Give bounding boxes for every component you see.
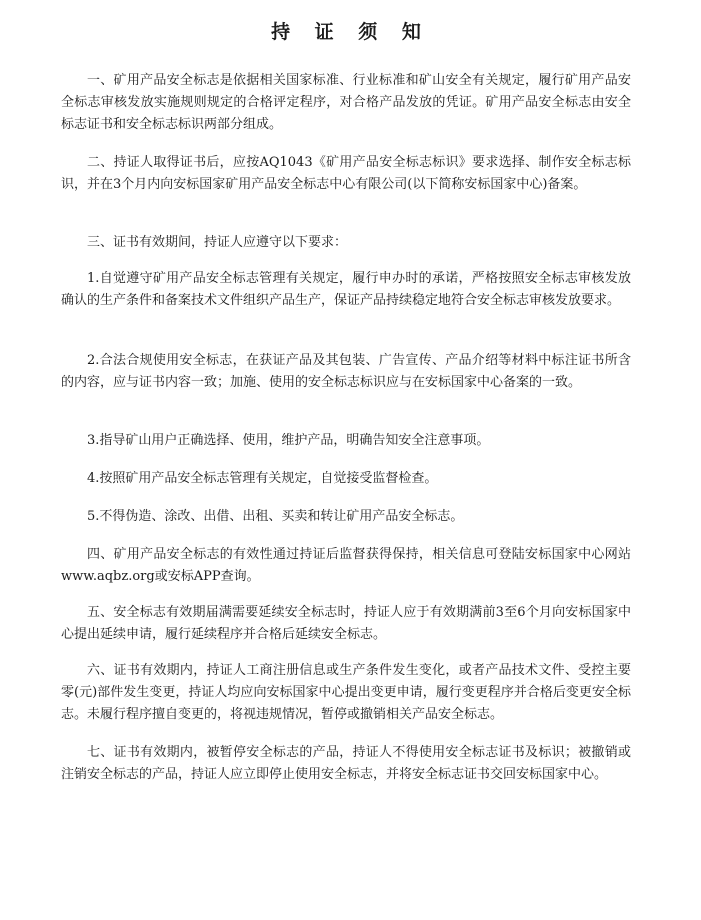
- notice-item-5: 5.不得伪造、涂改、出借、出租、买卖和转让矿用产品安全标志。: [87, 509, 464, 524]
- notice-paragraph-3: 三、证书有效期间，持证人应遵守以下要求：: [87, 235, 348, 250]
- notice-item-3: 3.指导矿山用户正确选择、使用，维护产品，明确告知安全注意事项。: [87, 433, 490, 448]
- notice-paragraph-2: 二、持证人取得证书后，应按AQ1043《矿用产品安全标志标识》要求选择、制作安全标志标识，并在3个月内向安标国家矿用产品安全标志中心有限公司(以下简称安标国家中心)备案。: [61, 155, 631, 192]
- notice-paragraph-1: 一、矿用产品安全标志是依据相关国家标准、行业标准和矿山安全有关规定，履行矿用产品安全标志审核发放实施规则规定的合格评定程序，对合格产品发放的凭证。矿用产品安全标志由安全标志证书和安全标志标识两部分组成。: [61, 73, 631, 132]
- notice-paragraph-7: 七、证书有效期内，被暂停安全标志的产品，持证人不得使用安全标志证书及标识；被撤销或注销安全标志的产品，持证人应立即停止使用安全标志，并将安全标志证书交回安标国家中心。: [61, 745, 631, 782]
- notice-item-4: 4.按照矿用产品安全标志管理有关规定，自觉接受监督检查。: [87, 471, 438, 486]
- notice-item-2: 2.合法合规使用安全标志，在获证产品及其包装、广告宣传、产品介绍等材料中标注证书所含的内容，应与证书内容一致；加施、使用的安全标志标识应与在安标国家中心备案的一致。: [61, 353, 631, 390]
- notice-item-1: 1.自觉遵守矿用产品安全标志管理有关规定，履行申办时的承诺，严格按照安全标志审核发放确认的生产条件和备案技术文件组织产品生产，保证产品持续稳定地符合安全标志审核发放要求。: [61, 271, 631, 308]
- notice-paragraph-4: 四、矿用产品安全标志的有效性通过持证后监督获得保持，相关信息可登陆安标国家中心网站www.aqbz.org或安标APP查询。: [61, 547, 631, 584]
- page-title: 持 证 须 知: [271, 21, 430, 43]
- notice-paragraph-6: 六、证书有效期内，持证人工商注册信息或生产条件发生变化，或者产品技术文件、受控主要零(元)部件发生变更，持证人均应向安标国家中心提出变更申请，履行变更程序并合格后变更安全标志。未履行程序擅自变更的，将视违规情况，暂停或撤销相关产品安全标志。: [61, 663, 631, 722]
- notice-paragraph-5: 五、安全标志有效期届满需要延续安全标志时，持证人应于有效期满前3至6个月向安标国家中心提出延续申请，履行延续程序并合格后延续安全标志。: [61, 605, 631, 642]
